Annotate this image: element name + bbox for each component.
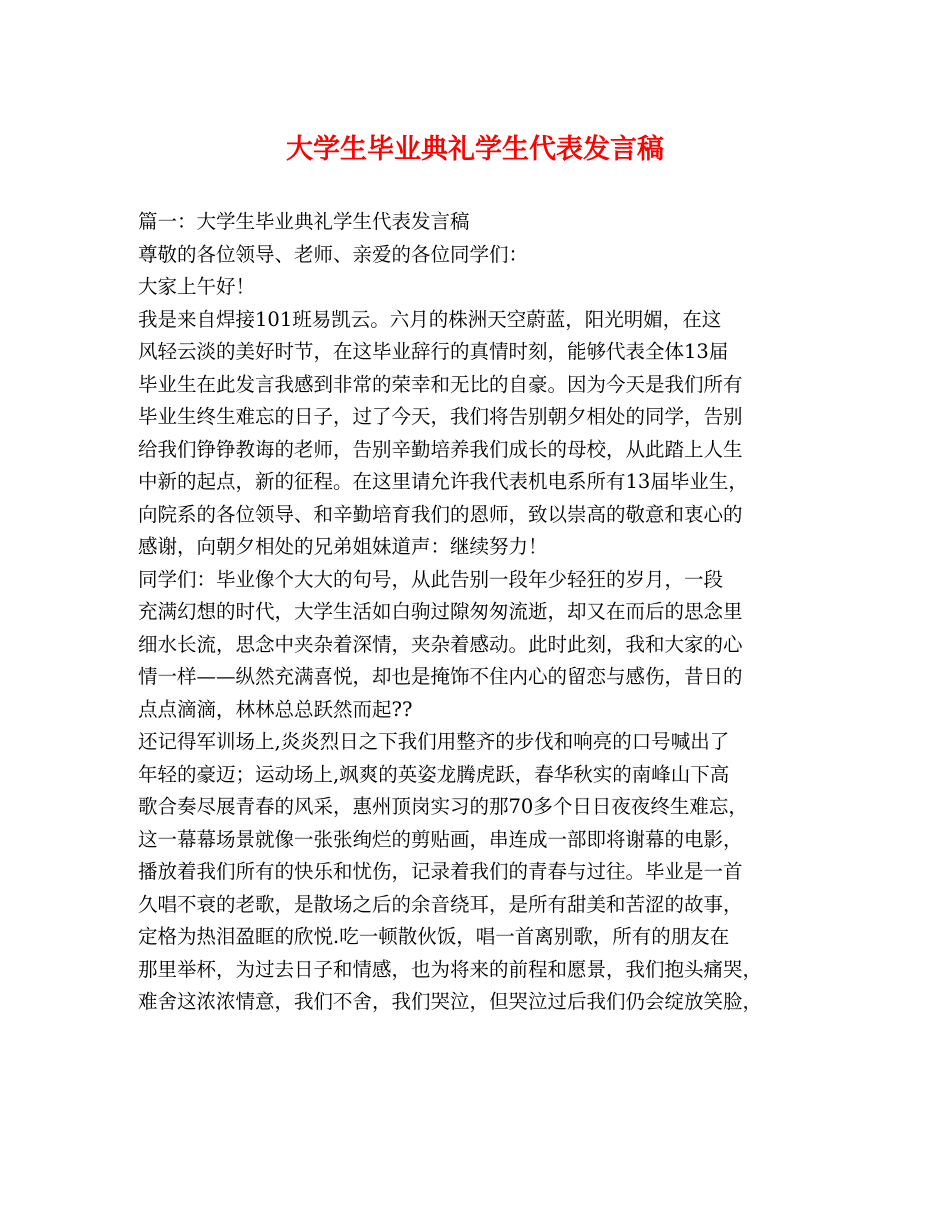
text-line: 向院系的各位领导、和辛勤培育我们的恩师，致以崇高的敬意和衷心的 [138, 502, 743, 526]
text-line: 篇一：大学生毕业典礼学生代表发言稿 [138, 210, 470, 233]
text-line: 定格为热泪盈眶的欣悦.吃一顿散伙饭，唱一首离别歌，所有的朋友在 [138, 925, 730, 948]
text-line: 歌合奏尽展青春的风采，惠州顶岗实习的那70多个日日夜夜终生难忘， [138, 795, 748, 818]
text-line: 同学们：毕业像个大大的句号，从此告别一段年少轻狂的岁月，一段 [138, 567, 724, 591]
text-line: 细水长流，思念中夹杂着深情，夹杂着感动。此时此刻，我和大家的心 [138, 632, 743, 656]
text-line: 毕业生终生难忘的日子，过了今天，我们将告别朝夕相处的同学，告别 [138, 405, 743, 428]
text-line: 给我们铮铮教诲的老师，告别辛勤培养我们成长的母校，从此踏上人生 [138, 437, 743, 461]
text-line: 年轻的豪迈；运动场上,飒爽的英姿龙腾虎跃，春华秋实的南峰山下高 [138, 762, 730, 786]
text-line: 还记得军训场上,炎炎烈日之下我们用整齐的步伐和响亮的口号喊出了 [138, 730, 730, 753]
text-line: 点点滴滴，林林总总跃然而起?? [138, 697, 413, 721]
text-line: 那里举杯，为过去日子和情感，也为将来的前程和愿景，我们抱头痛哭， [138, 957, 763, 981]
text-line: 充满幻想的时代，大学生活如白驹过隙匆匆流逝，却又在而后的思念里 [138, 600, 743, 623]
document-body [138, 206, 828, 1019]
text-line: 情一样——纵然充满喜悦，却也是掩饰不住内心的留恋与感伤，昔日的 [138, 665, 743, 688]
text-line: 这一幕幕场景就像一张张绚烂的剪贴画，串连成一部即将谢幕的电影， [138, 827, 743, 851]
text-line: 毕业生在此发言我感到非常的荣幸和无比的自豪。因为今天是我们所有 [138, 372, 743, 396]
text-line: 中新的起点，新的征程。在这里请允许我代表机电系所有13届毕业生， [138, 470, 748, 493]
text-line: 大家上午好！ [138, 275, 256, 298]
text-line: 我是来自焊接101班易凯云。六月的株洲天空蔚蓝，阳光明媚，在这 [138, 307, 722, 331]
text-line: 感谢，向朝夕相处的兄弟姐妹道声：继续努力！ [138, 535, 548, 558]
document-title: 大学生毕业典礼学生代表发言稿 [286, 134, 664, 165]
text-line: 久唱不衰的老歌，是散场之后的余音绕耳，是所有甜美和苦涩的故事， [138, 892, 743, 916]
text-line: 播放着我们所有的快乐和忧伤，记录着我们的青春与过往。毕业是一首 [138, 860, 743, 883]
text-line: 难舍这浓浓情意，我们不舍，我们哭泣，但哭泣过后我们仍会绽放笑脸， [138, 990, 763, 1013]
text-line: 尊敬的各位领导、老师、亲爱的各位同学们： [138, 242, 529, 266]
text-line: 风轻云淡的美好时节，在这毕业辞行的真情时刻，能够代表全体13届 [138, 340, 729, 363]
